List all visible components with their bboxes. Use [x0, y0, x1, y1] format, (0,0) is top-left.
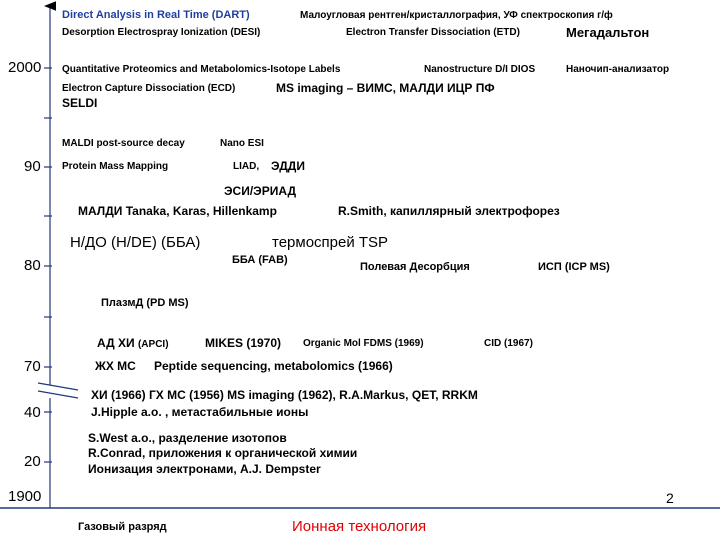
entry-apci-main: АД ХИ	[97, 336, 135, 350]
entry-mikes: MIKES (1970)	[205, 336, 282, 350]
entry-nano-dios: Nanostructure D/I DIOS	[424, 64, 536, 75]
entry-hipple: J.Hipple a.o. , метастабильные ионы	[91, 405, 309, 419]
entry-seldi: SELDI	[62, 96, 98, 110]
entry-dart: Direct Analysis in Real Time (DART)	[62, 9, 250, 21]
entry-smith: R.Smith, капиллярный электрофорез	[338, 204, 560, 218]
entry-gas-discharge: Газовый разряд	[78, 521, 167, 533]
entry-ci-line: ХИ (1966) ГХ МС (1956) MS imaging (1962), R.A.Markus, QET, RRKM	[91, 388, 478, 402]
entry-ndo: Н/ДО (Н/DE) (ББА)	[70, 234, 201, 251]
footer-title: Ионная технология	[292, 518, 427, 535]
entry-nano-esi: Nano ESI	[220, 138, 264, 149]
axis-break-mark	[38, 383, 78, 390]
axis-label-90: 90	[24, 158, 41, 175]
entry-maldi-tanaka: МАЛДИ Tanaka, Karas, Hillenkamp	[78, 204, 277, 218]
axis-label-40: 40	[24, 404, 41, 421]
entry-lcms: ЖХ МС	[95, 359, 136, 373]
entry-icp: ИСП (ICP MS)	[538, 261, 610, 273]
entry-field-desorption: Полевая Десорбция	[360, 261, 470, 273]
entry-megadalton: Мегадальтон	[566, 25, 650, 40]
axis-label-80: 80	[24, 257, 41, 274]
entry-eddi: ЭДДИ	[271, 159, 305, 173]
entry-fdms: Organic Mol FDMS (1969)	[303, 338, 424, 349]
page-number: 2	[666, 490, 674, 506]
entry-maldi-psd: MALDI post-source decay	[62, 138, 185, 149]
entry-apci	[97, 337, 169, 350]
axis-label-20: 20	[24, 453, 41, 470]
axis-label-70: 70	[24, 358, 41, 375]
entry-quant-proteomics: Quantitative Proteomics and Metabolomics-Isotope Labels	[62, 64, 341, 75]
entry-tsp: термоспрей TSP	[272, 234, 389, 251]
entry-liad: LIAD,	[233, 161, 260, 172]
entry-etd: Electron Transfer Dissociation (ETD)	[346, 27, 520, 38]
entry-peptide: Peptide sequencing, metabolomics (1966)	[154, 359, 393, 373]
entry-ms-imaging-sims: MS imaging – ВИМС, МАЛДИ ИЦР ПФ	[276, 81, 495, 95]
entry-protein-mapping: Protein Mass Mapping	[62, 161, 169, 172]
entry-esi: ЭСИ/ЭРИАД	[224, 184, 296, 198]
entry-apci-suffix: (APCI)	[137, 339, 169, 350]
entry-fab: ББА (FAB)	[232, 254, 288, 266]
entry-small-angle: Малоугловая рентген/кристаллография, УФ спектроскопия г/ф	[300, 10, 613, 21]
axis-label-2000: 2000	[8, 59, 42, 76]
axis-break-mark	[38, 391, 78, 398]
entry-pd: ПлазмД (PD MS)	[101, 297, 189, 309]
entry-conrad: R.Conrad, приложения к органической химии	[88, 446, 358, 460]
entry-ecd: Electron Capture Dissociation (ECD)	[62, 83, 236, 94]
axis-label-1900: 1900	[8, 488, 42, 505]
entry-nanochip: Наночип-анализатор	[566, 64, 670, 75]
entry-cid: CID (1967)	[484, 338, 533, 349]
entry-west: S.West a.o., разделение изотопов	[88, 431, 287, 445]
entry-dempster: Ионизация электронами, A.J. Dempster	[88, 462, 321, 476]
entry-desi: Desorption Electrospray Ionization (DESI)	[62, 27, 261, 38]
